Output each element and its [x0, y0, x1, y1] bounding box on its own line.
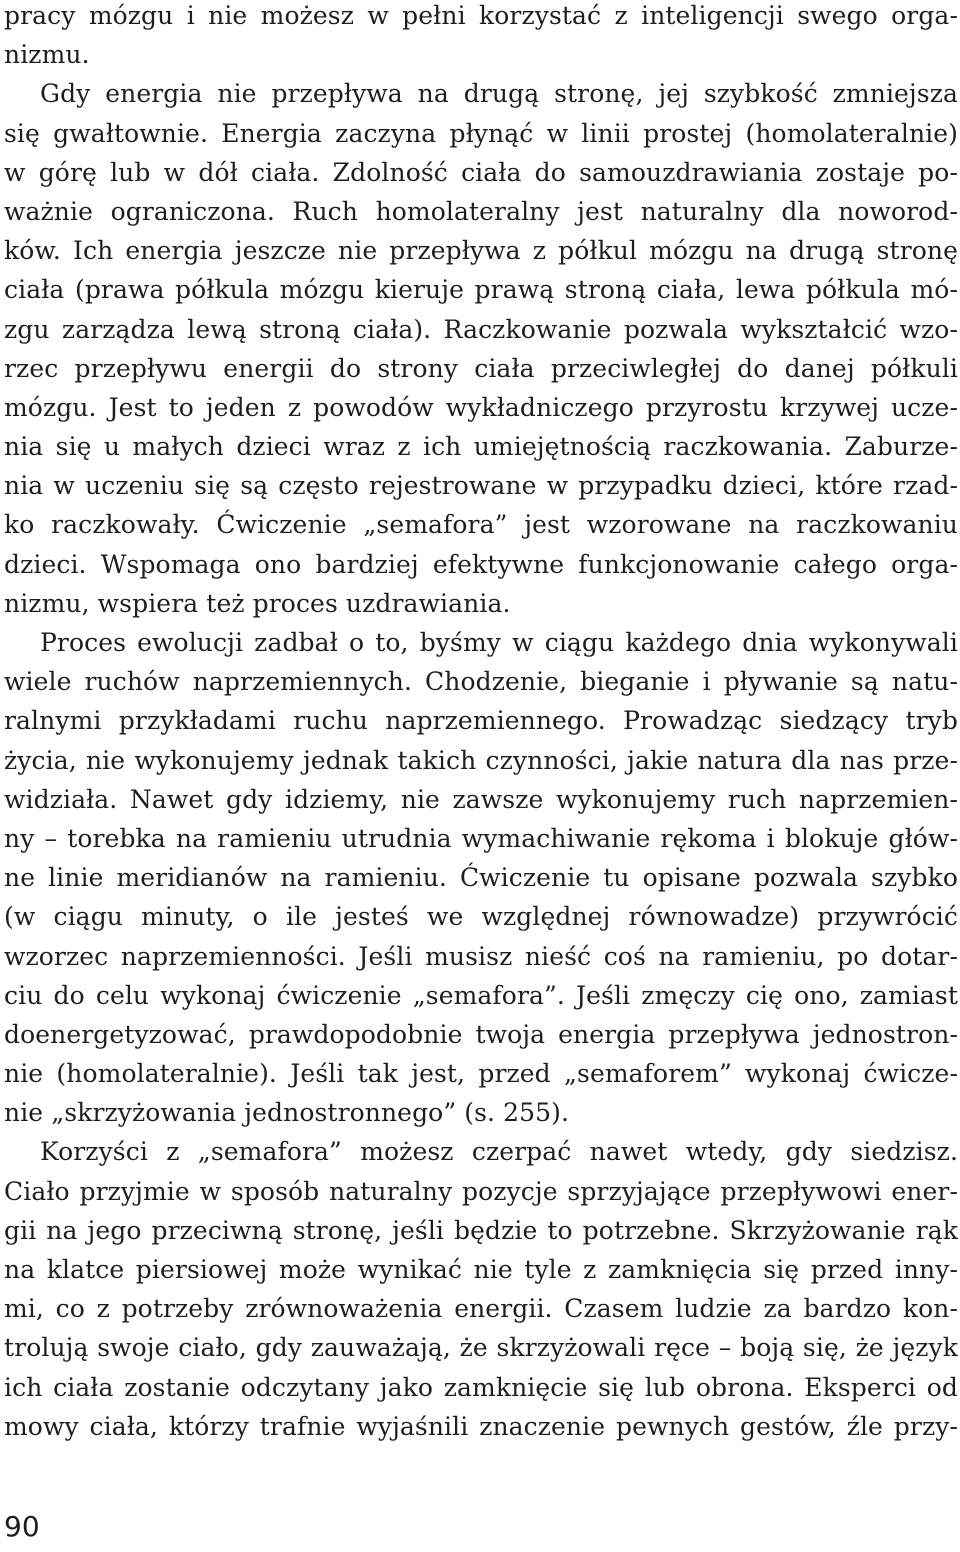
text-line: Korzyści z „semafora” możesz czerpać nawet wtedy, gdy siedzisz. — [40, 1137, 958, 1167]
text-line: nie (homolateralnie). Jeśli tak jest, przed „semaforem” wykonaj ćwicze- — [4, 1059, 958, 1089]
text-line: ny – torebka na ramieniu utrudnia wymachiwanie rękoma i blokuje głów- — [4, 823, 958, 853]
text-line: nizmu, wspiera też proces uzdrawiania. — [4, 588, 511, 618]
text-line: doenergetyzować, prawdopodobnie twoja energia przepływa jednostron- — [4, 1019, 958, 1049]
text-line: na klatce piersiowej może wynikać nie tyle z zamknięcia się przed inny- — [4, 1255, 958, 1284]
text-line: zgu zarządza lewą stroną ciała). Raczkowanie pozwala wykształcić wzo- — [4, 314, 958, 344]
text-line: w górę lub w dół ciała. Zdolność ciała do samouzdrawiania zostaje po- — [4, 157, 958, 187]
text-line: trolują swoje ciało, gdy zauważają, że skrzyżowali ręce – boją się, że język — [4, 1333, 958, 1363]
text-line: wiele ruchów naprzemiennych. Chodzenie, bieganie i pływanie są natu- — [4, 667, 958, 697]
text-line: ciu do celu wykonaj ćwiczenie „semafora”. Jeśli zmęczy cię ono, zamiast — [4, 980, 958, 1010]
text-line: ważnie ograniczona. Ruch homolateralny jest naturalny dla noworod- — [4, 196, 958, 226]
text-line: mi, co z potrzeby zrównoważenia energii. Czasem ludzie za bardzo kon- — [4, 1294, 958, 1324]
text-line: nie „skrzyżowania jednostronnego” (s. 255). — [4, 1098, 570, 1128]
text-line: ne linie meridianów na ramieniu. Ćwiczenie tu opisane pozwala szybko — [4, 863, 958, 893]
text-line: Gdy energia nie przepływa na drugą stronę, jej szybkość zmniejsza — [40, 79, 958, 109]
text-line: ków. Ich energia jeszcze nie przepływa z półkul mózgu na drugą stronę — [4, 236, 958, 266]
text-line: ich ciała zostanie odczytany jako zamknięcie się lub obrona. Eksperci od — [4, 1372, 958, 1402]
text-line: dzieci. Wspomaga ono bardziej efektywne funkcjonowanie całego orga- — [4, 549, 958, 579]
text-line: mózgu. Jest to jeden z powodów wykładniczego przyrostu krzywej ucze- — [4, 392, 958, 422]
text-line: nizmu. — [4, 40, 90, 70]
text-line: rzec przepływu energii do strony ciała przeciwległej do danej półkuli — [4, 353, 958, 383]
text-line: nia w uczeniu się są często rejestrowane w przypadku dzieci, które rzad- — [4, 471, 958, 501]
text-line: pracy mózgu i nie możesz w pełni korzystać z inteligencji swego orga- — [4, 1, 958, 30]
text-line: mowy ciała, którzy trafnie wyjaśnili znaczenie pewnych gestów, źle przy- — [4, 1411, 958, 1441]
text-line: Ciało przyjmie w sposób naturalny pozycje sprzyjające przepływowi ener- — [4, 1176, 958, 1206]
text-line: gii na jego przeciwną stronę, jeśli będzie to potrzebne. Skrzyżowanie rąk — [4, 1215, 958, 1245]
text-line: się gwałtownie. Energia zaczyna płynąć w linii prostej (homolateralnie) — [4, 118, 958, 148]
text-line: ko raczkowały. Ćwiczenie „semafora” jest wzorowane na raczkowaniu — [4, 510, 958, 540]
page-number: 90 — [4, 1510, 40, 1543]
text-line: widziała. Nawet gdy idziemy, nie zawsze wykonujemy ruch naprzemien- — [4, 784, 958, 814]
text-line: Proces ewolucji zadbał o to, byśmy w ciągu każdego dnia wykonywali — [40, 628, 958, 657]
text-line: nia się u małych dzieci wraz z ich umiejętnością raczkowania. Zaburze- — [4, 432, 958, 462]
text-line: wzorzec naprzemienności. Jeśli musisz nieść coś na ramieniu, po dotar- — [4, 941, 958, 971]
body-text — [4, 0, 958, 1450]
text-line: (w ciągu minuty, o ile jesteś we względnej równowadze) przywrócić — [4, 902, 958, 932]
text-line: ralnymi przykładami ruchu naprzemiennego. Prowadząc siedzący tryb — [4, 706, 958, 736]
text-line: ciała (prawa półkula mózgu kieruje prawą stroną ciała, lewa półkula mó- — [4, 275, 958, 305]
text-line: życia, nie wykonujemy jednak takich czynności, jakie natura dla nas prze- — [4, 745, 958, 775]
